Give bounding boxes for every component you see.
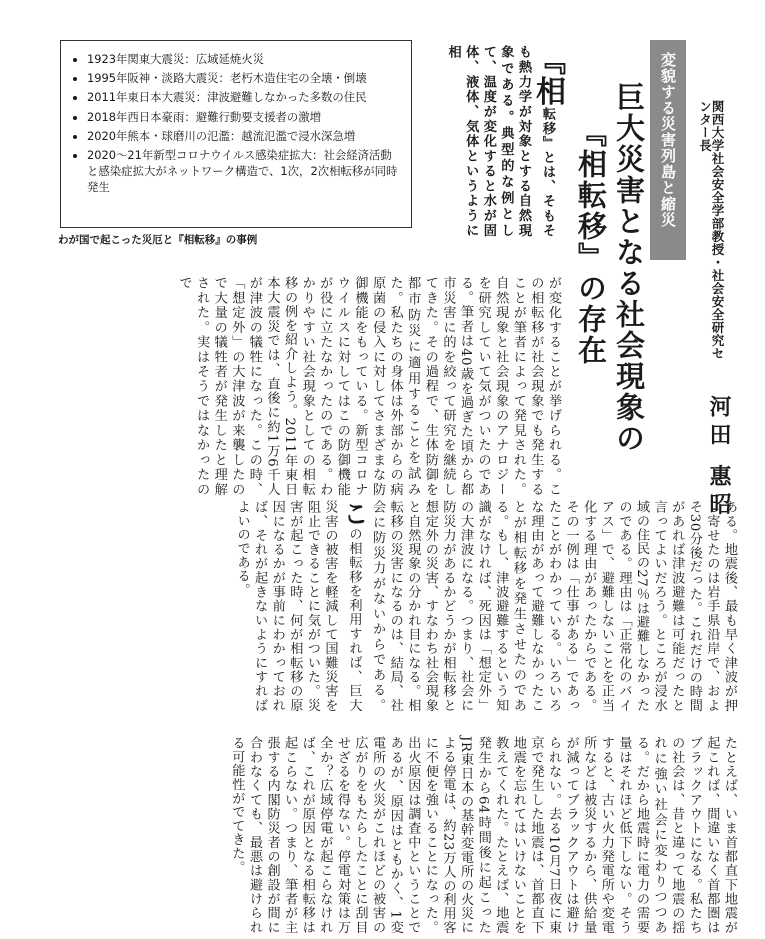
title-line-1: 巨大災害となる社会現象の [612,82,646,454]
list-item: • 2018年西日本豪雨：避難行動要支援者の激増 [87,109,401,125]
box-caption: わが国で起こった災厄と『相転移』の事例 [58,234,258,246]
list-item: • 2011年東日本大震災：津波避難しなかった多数の住民 [87,89,401,105]
body-text-3b: の相転移を利用すれば、巨大災害の被害を軽減して国難災害を阻止できることに気がついた。災害が起こった時、何が相転移の原因になるかが事前にわかっておれば、それが起きないようにすればよいのである。 [234,500,362,712]
body-text-3a: ある。地震後、最も早く津波が押し寄せたのは岩手県沿岸で、およそ30分後だった。これだけの時間があれば津波避難は可能だったと言ってよいだろう。ところが浸水域の住民の27％は避難しなかったのである。理由は「正常化のバイアス」で、避難しないことを正当化する理由があったからである。その一例は「仕事がある」であったことがわかっている。いろいろな理由があって避難しなかったことが相転移を発生させたのである。もし、津波避難するという知識がなければ、死因は「想定外」の大津波になる。つまり、社会に防災力があるかどうかが相転移と想定外の災害、すなわち社会現象と自然現象の分かれ目になる。相転移の災害になるのは、結局、社会に防災力がないからである。 [370,500,737,712]
lead-text: 転移』とは、そもそも熱力学が対象とする自然現象である。典型的な例として、温度が変化すると水が固体、液体、気体というように相 [445,45,555,237]
list-item: • 1995年阪神・淡路大震災：老朽木造住宅の全壊・倒壊 [87,70,401,86]
title-line-2: 『相転移』の存在 [574,118,608,366]
list-item: • 2020年熊本・球磨川の氾濫：越流氾濫で浸水深急増 [87,128,401,144]
body-column-2: が変化することが挙げられる。この相転移が社会現象でも発生することが筆者によって発見された。自然現象と社会現象のアナロジーを研究していて気がついたのである。筆者は40歳を過ぎた頃から都市災害に的を絞って研究を継続してきた。その過程で、生体防御を都市防災に適用することを試みた。私たちの身体は外部からの病原菌の侵入に対してさまざまな防御機能をもっている。新型コロナウイルスに対してはこの防御機能が役に立たなかったのである。わかりやすい社会現象としての相転移の例を紹介しよう。2011年東日本大震災では、直後に約1万6千人が津波の犠牲になった。この時、「想定外」の大津波が来襲したので大量の犠牲者が発生したと理解された。実はそうではなかったので [176,276,561,496]
disaster-list [73,51,401,196]
series-number: 68 [623,54,641,86]
section-initial: こ [338,500,369,527]
body-column-4: たとえば、いま首都直下地震が起これば、間違いなく首都圏はブラックアウトになる。私たちの社会は、昔と違って地震の揺れに強い社会に変わりつつある。だから地震時に電力の需要量はそれほど低下しない。そうすると、古い火力発電所や変電所などは被災するから、供給量が減ってブラックアウトは避けられない。去る10月7日夜に東京で発生した地震は、首都直下地震を忘れてはいけないことを教えてくれた。たとえば、地震発生から64時間後に起こったJR東日本の基幹変電所の火災による停電は、約23万人の利用客に不便を強いることになった。出火原因は調査中ということであるが、原因はともかく、1変電所の火災がこれほどの被害の広がりをもたらしたことに刮目せざるを得ない。停電対策は万全か？広域停電が起こらなければ、これが原因となる相転移は起こらない。つまり、筆者が主張する内閣防災者の創設が間に合わなくても、最悪は避けられる可能性がでてきた。 [229,736,737,934]
disaster-list-box [60,40,412,228]
series-band [626,40,686,260]
body-column-3 [48,500,738,712]
lead-initial: 『相 [530,45,565,107]
list-item: • 1923年関東大震災：広域延焼火災 [87,51,401,67]
series-label: 変貌する災害列島と縮災 [659,52,677,228]
article-title [572,82,648,482]
author-affiliation: 関西大学社会安全学部教授・社会安全研究センター長 [697,100,725,360]
author-name: 河田 惠昭 [706,395,732,521]
list-item: • 2020～21年新型コロナウイルス感染症拡大：社会経済活動と感染症拡大がネットワーク構造で、1次，2次相転移が同時発生 [87,147,401,196]
